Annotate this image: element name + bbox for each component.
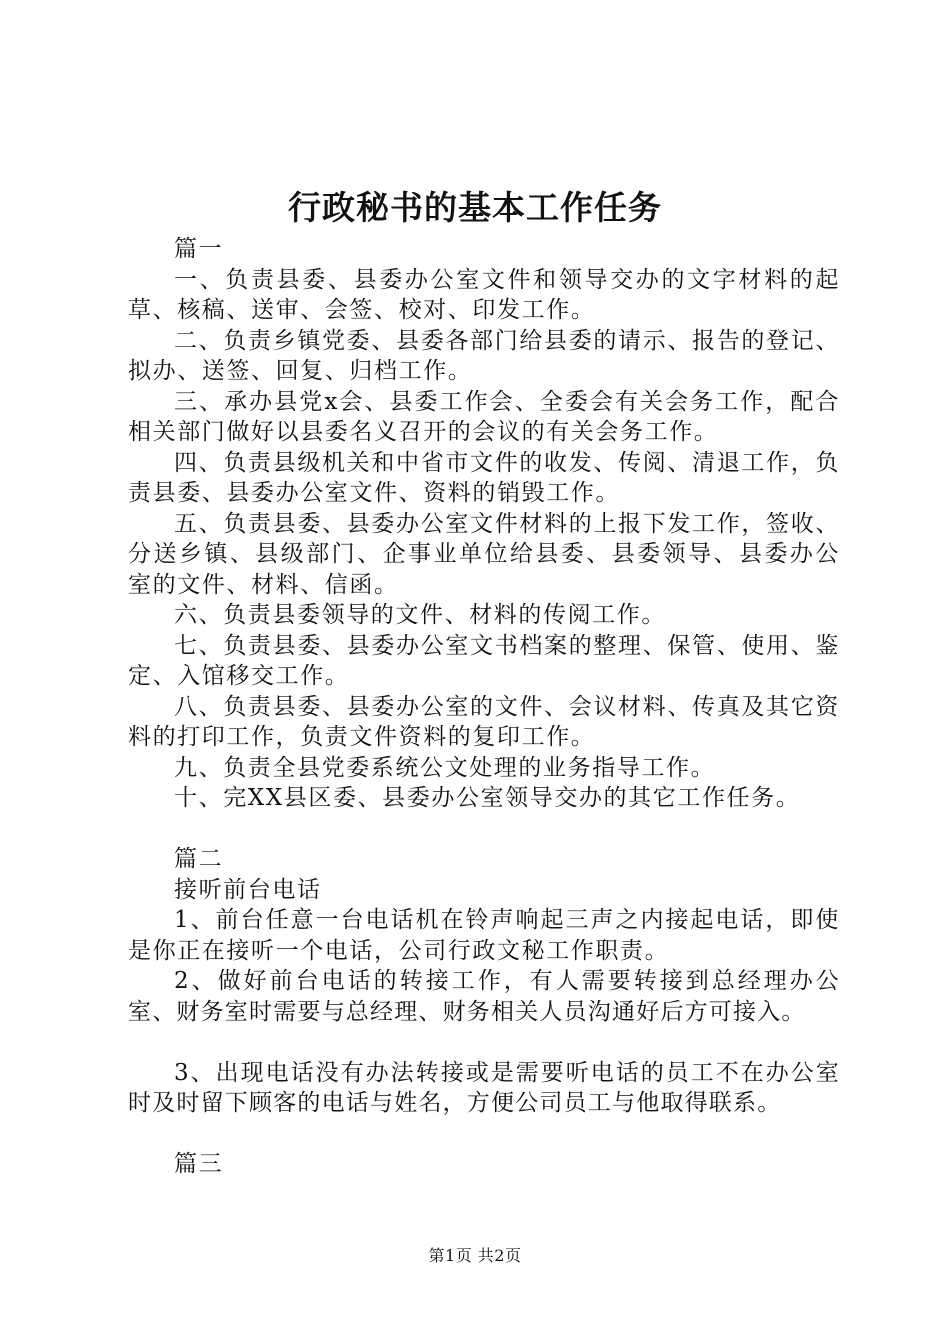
paragraph: 六、负责县委领导的文件、材料的传阅工作。 xyxy=(174,602,666,628)
blank-line xyxy=(128,1119,840,1150)
section-subheading: 接听前台电话 xyxy=(174,876,322,903)
paragraph: 九、负责全县党委系统公文处理的业务指导工作。 xyxy=(174,754,716,781)
paragraph: 五、负责县委、县委办公室文件材料的上报下发工作，签收、分送乡镇、县级部门、企事业单位给县委、县委领导、县委办公室的文件、材料、信函。 xyxy=(128,510,840,598)
page-footer: 第1页 共2页 xyxy=(428,1246,522,1265)
paragraph: 3、出现电话没有办法转接或是需要听电话的员工不在办公室时及时留下顾客的电话与姓名，方便公司员工与他取得联系。 xyxy=(128,1059,840,1116)
section-heading-2: 篇二 xyxy=(174,846,224,872)
paragraph: 1、前台任意一台电话机在铃声响起三声之内接起电话，即使是你正在接听一个电话，公司行政文秘工作职责。 xyxy=(128,907,840,964)
paragraph: 四、负责县级机关和中省市文件的收发、传阅、清退工作，负责县委、县委办公室文件、资料的销毁工作。 xyxy=(128,449,840,506)
paragraph: 2、做好前台电话的转接工作，有人需要转接到总经理办公室、财务室时需要与总经理、财务相关人员沟通好后方可接入。 xyxy=(128,968,840,1025)
paragraph: 七、负责县委、县委办公室文书档案的整理、保管、使用、鉴定、入馆移交工作。 xyxy=(128,632,840,689)
paragraph: 三、承办县党x会、县委工作会、全委会有关会务工作，配合相关部门做好以县委名义召开的会议的有关会务工作。 xyxy=(128,388,840,445)
paragraph: 二、负责乡镇党委、县委各部门给县委的请示、报告的登记、拟办、送签、回复、归档工作。 xyxy=(128,327,840,384)
document-body xyxy=(128,234,840,1180)
paragraph: 十、完XX县区委、县委办公室领导交办的其它工作任务。 xyxy=(174,785,801,811)
blank-line xyxy=(128,814,840,845)
document-title: 行政秘书的基本工作任务 xyxy=(288,188,662,227)
section-heading-1: 篇一 xyxy=(174,236,224,262)
paragraph: 八、负责县委、县委办公室的文件、会议材料、传真及其它资料的打印工作，负责文件资料的复印工作。 xyxy=(128,693,840,750)
blank-line xyxy=(128,1027,840,1058)
paragraph: 一、负责县委、县委办公室文件和领导交办的文字材料的起草、核稿、送审、会签、校对、印发工作。 xyxy=(128,266,840,323)
section-heading-3: 篇三 xyxy=(174,1151,224,1177)
